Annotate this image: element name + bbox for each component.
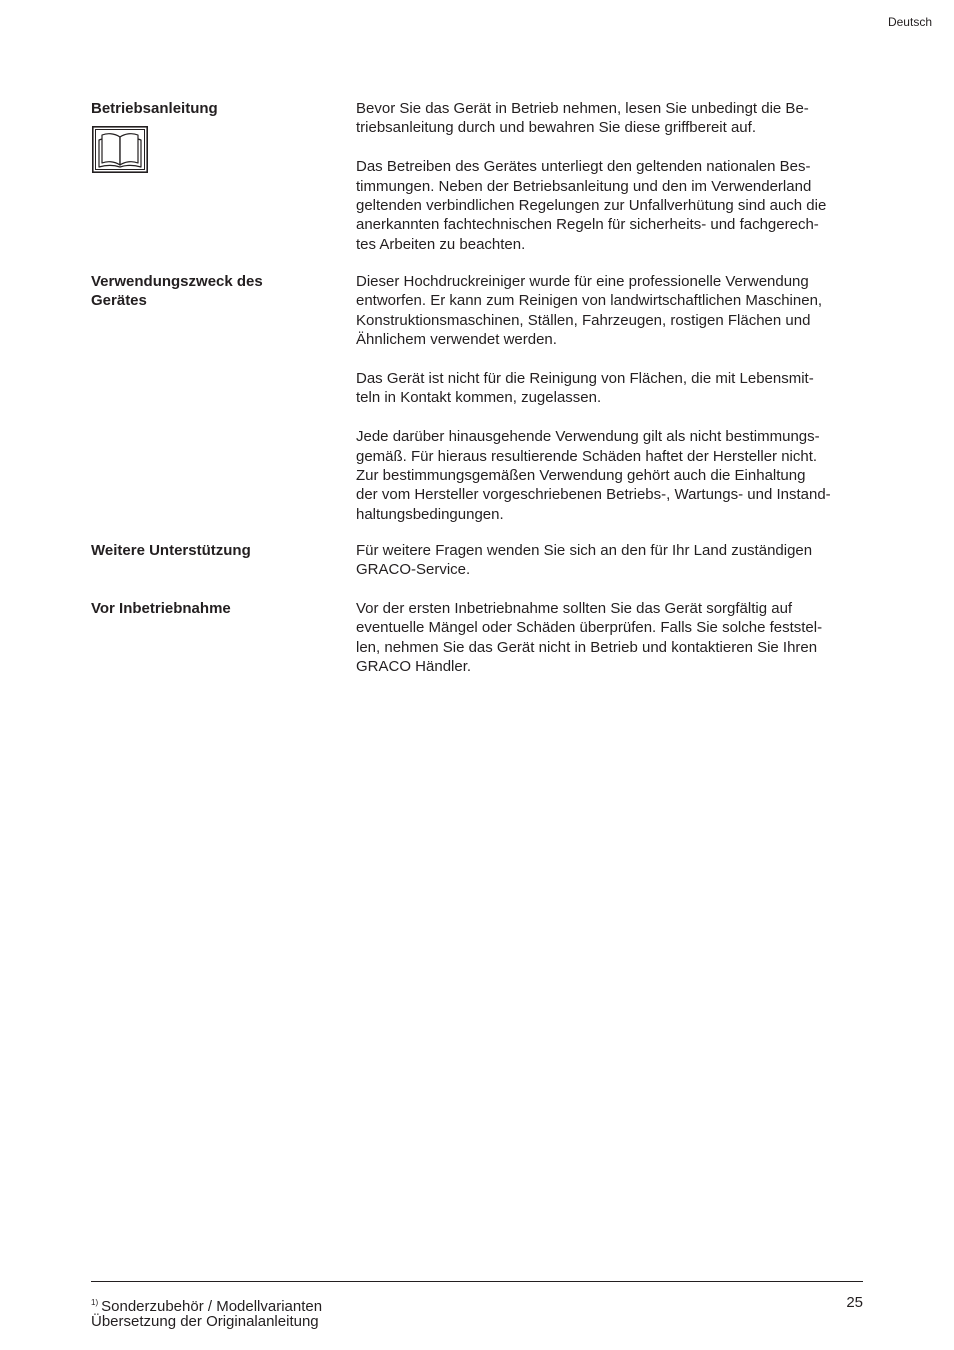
paragraph: Dieser Hochdruckreiniger wurde für eine professionelle Verwendung entworfen. Er kann zum Reinigen von landwirtschaftlichen Maschinen, Konstruktionsmaschinen, Ställen, Fahrzeugen, rostigen Flächen und Ähnlichem verwendet werden. (356, 273, 823, 349)
section-heading: Betriebsanleitung (91, 100, 218, 117)
section-heading: Verwendungszweck des Gerätes (91, 273, 263, 310)
document-subtitle: Übersetzung der Originalanleitung (91, 1313, 319, 1330)
footer-divider (91, 1281, 863, 1282)
paragraph: Für weitere Fragen wenden Sie sich an den für Ihr Land zuständigen GRACO-Service. (356, 542, 813, 579)
section-body (356, 541, 866, 599)
section-body (356, 99, 866, 274)
section-heading: Weitere Unterstützung (91, 542, 251, 559)
paragraph: Das Betreiben des Gerätes unterliegt den geltenden nationalen Bes- timmungen. Neben der Betriebsanleitung und den im Verwenderland geltenden verbindlichen Regelungen zur Unfallverhütung sind auch die anerkannten fachtechnischen Regeln für sicherheits- und fachgerech- tes Arbeiten zu beachten. (356, 158, 827, 253)
section-heading: Vor Inbetriebnahme (91, 600, 231, 617)
section-body (356, 272, 866, 544)
paragraph: Das Gerät ist nicht für die Reinigung von Flächen, die mit Lebensmit- teln in Kontakt kommen, zugelassen. (356, 370, 814, 407)
page-number: 25 (846, 1294, 863, 1311)
section-body (356, 599, 866, 696)
language-label: Deutsch (887, 15, 932, 29)
footnote-text: Sonderzubehör / Modellvarianten (101, 1298, 323, 1315)
footnote-marker: 1) (91, 1298, 99, 1307)
paragraph: Vor der ersten Inbetriebnahme sollten Sie das Gerät sorgfältig auf eventuelle Mängel oder Schäden überprüfen. Falls Sie solche feststel- len, nehmen Sie das Gerät nicht in Betrieb und kontaktieren Sie Ihren GRACO Händler. (356, 600, 823, 676)
paragraph: Jede darüber hinausgehende Verwendung gilt als nicht bestimmungs- gemäß. Für hieraus resultierende Schäden haftet der Hersteller nicht. Zur bestimmungsgemäßen Verwendung gehört auch die Einhaltung der vom Hersteller vorgeschriebenen Betriebs-, Wartungs- und Instand- haltungsbedingungen. (356, 428, 831, 523)
book-icon (92, 126, 148, 173)
paragraph: Bevor Sie das Gerät in Betrieb nehmen, lesen Sie unbedingt die Be- triebsanleitung durch und bewahren Sie diese griffbereit auf. (356, 100, 809, 137)
